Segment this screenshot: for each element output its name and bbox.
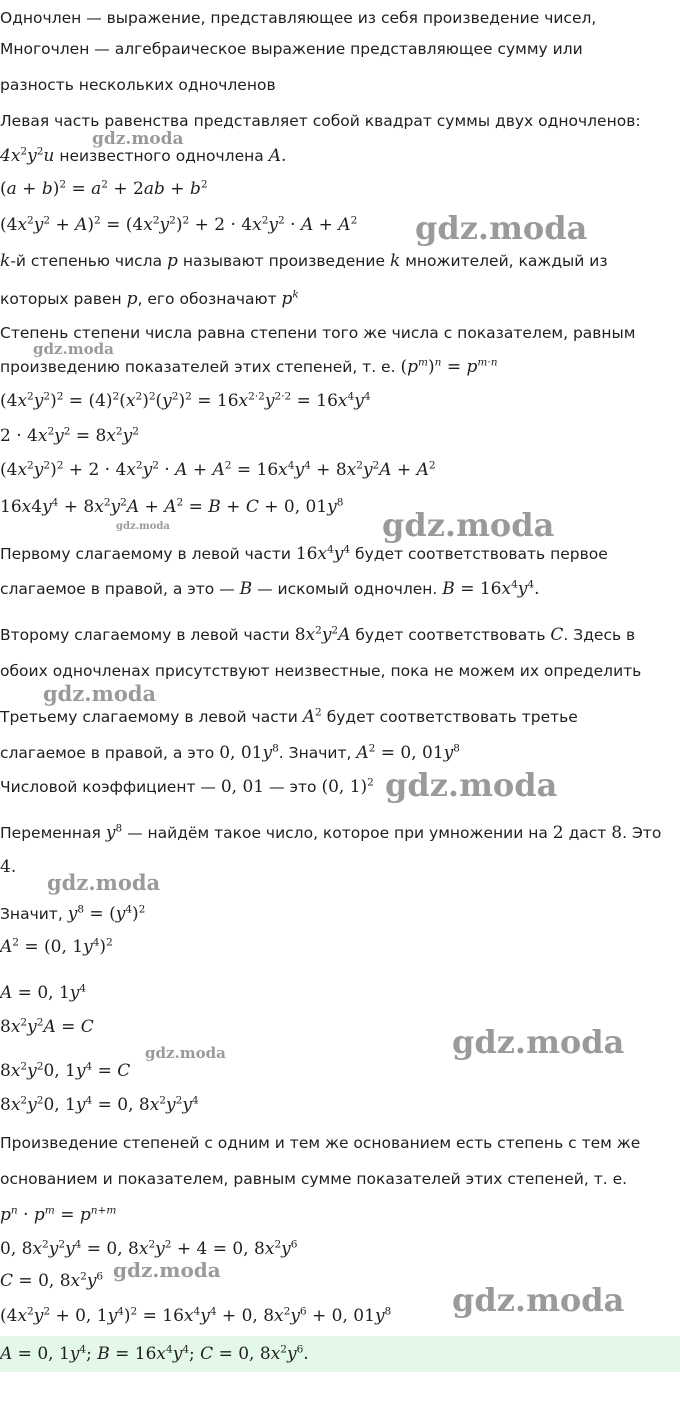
unknown-monomial-text: неизвестного одночлена [59, 147, 264, 165]
third-term-line2: слагаемое в правой, а это 0, $01y^8$. Значит, $A^2 = 0$, $01y^8$ [0, 742, 460, 763]
first-term-text-c: слагаемое в правой, а это — [0, 580, 235, 598]
svg-text:gdz.moda: gdz.moda [145, 1044, 226, 1062]
watermark-logo [452, 1022, 652, 1062]
product-rule-line2: основанием и показателем, равным сумме показателей этих степеней, т. е. [0, 1170, 628, 1188]
watermark-logo [116, 518, 176, 532]
svg-text:gdz.moda: gdz.moda [113, 1258, 221, 1282]
third-term-line1: Третьему слагаемому в левой части $A^2$ будет соответствовать третье [0, 706, 578, 727]
first-term-text-a: Первому слагаемому в левой части [0, 545, 291, 563]
therefore-text: Значит, [0, 905, 63, 923]
calc-4: $16x4y^4 + 8x^2y^2A + A^2 = B + C + 0$, $01y^8$ [0, 496, 344, 517]
final-check: ($4x^2y^2 + 0$, $1y^4)^2 = 16x^4y^4 + 0$, $8x^2y^6 + 0$, $01y^8$ [0, 1305, 392, 1326]
second-term-text-c: . Здесь в [563, 626, 636, 644]
power-definition-line2: которых равен p, его обозначают $p^k$ [0, 288, 299, 309]
final-answer: A = 0, $1y^4$; $B = 16x^4y^4$; C = 0, $8x^2y^6$. [0, 1343, 309, 1364]
power-definition-line1: k-й степенью числа p называют произведение k множителей, каждый из [0, 251, 608, 271]
watermark-logo [382, 505, 582, 545]
first-term-text-b: будет соответствовать первое [355, 545, 608, 563]
left-side-text: Левая часть равенства представляет собой квадрат суммы двух одночленов: [0, 112, 641, 130]
coefficient-line: Числовой коэффициент — 0, 01 — это (0, 1)$^2$ [0, 776, 374, 797]
svg-text:gdz.moda: gdz.moda [43, 681, 157, 706]
svg-text:gdz.moda: gdz.moda [452, 1023, 625, 1061]
second-term-line2: обоих одночленах присутствуют неизвестные, пока не можем их определить [0, 662, 642, 680]
svg-text:gdz.moda: gdz.moda [33, 340, 114, 358]
power-def-text-d: которых равен [0, 290, 122, 308]
variable-text-a: Переменная [0, 824, 101, 842]
definition-monomial: Одночлен — выражение, представляющее из себя произведение чисел, [0, 9, 597, 27]
calc-11: C = 0, $8x^2y^6$ [0, 1270, 104, 1291]
watermark-logo [415, 208, 615, 248]
variable-line1: Переменная $y^8$ — найдём такое число, которое при умножении на 2 даст 8. Это [0, 822, 662, 843]
calc-2: $2 \cdot 4x^2y^2 = 8x^2y^2$ [0, 425, 139, 446]
svg-text:gdz.moda: gdz.moda [415, 209, 588, 247]
left-side-terms: $4x^2y^2u$ неизвестного одночлена A. [0, 145, 287, 166]
third-term-text-d: . Значит, [278, 744, 352, 762]
coefficient-text-b: — это [269, 778, 317, 796]
calc-7: $8x^2y^2A = C$ [0, 1016, 94, 1037]
power-def-text-b: называют произведение [182, 252, 386, 270]
therefore-line: Значит, $y^8 = (y^4)^2$ [0, 903, 146, 924]
power-of-power-line1: Степень степени числа равна степени того же числа с показателем, равным [0, 324, 636, 342]
product-rule-line1: Произведение степеней с одним и тем же основанием есть степень с тем же [0, 1134, 641, 1152]
third-term-text-b: будет соответствовать третье [326, 708, 578, 726]
watermark-logo [145, 1043, 245, 1063]
power-def-text-c: множителей, каждый из [405, 252, 608, 270]
watermark-logo [47, 870, 187, 896]
second-term-text-a: Второму слагаемому в левой части [0, 626, 290, 644]
first-term-line1: Первому слагаемому в левой части $16x^4y^4$ будет соответствовать первое [0, 543, 608, 564]
calc-6: A = 0, $1y^4$ [0, 982, 87, 1003]
definition-polynomial: Многочлен — алгебраическое выражение представляющее сумму или [0, 40, 583, 58]
watermark-logo [113, 1258, 243, 1282]
variable-text-d: . Это [622, 824, 662, 842]
coefficient-text-a: Числовой коэффициент — [0, 778, 216, 796]
calc-10: 0, $8x^2y^2y^4 = 0$, $8x^2y^2 + 4 = 0$, $8x^2y^6$ [0, 1238, 298, 1259]
power-of-power-line2: произведению показателей этих степеней, т. е. $(p^m)^n = p^{m\cdot n}$ [0, 356, 498, 377]
definition-polynomial-cont: разность нескольких одночленов [0, 76, 276, 94]
second-term-text-b: будет соответствовать [355, 626, 546, 644]
formula-expansion: $(4x^2y^2 + A)^2 = (4x^2y^2)^2 + 2 \cdot 4x^2y^2 \cdot A + A^2$ [0, 214, 358, 235]
variable-text-b: — найдём такое число, которое при умножении на [127, 824, 548, 842]
svg-text:gdz.moda: gdz.moda [92, 129, 184, 148]
variable-line2: 4. [0, 857, 17, 877]
power-def-text-e: , его обозначают [137, 290, 277, 308]
formula-square-of-sum: $(a + b)^2 = a^2 + 2ab + b^2$ [0, 178, 208, 199]
third-term-text-c: слагаемое в правой, а это [0, 744, 215, 762]
calc-5: $A^2 = (0$, $1y^4)^2$ [0, 936, 113, 957]
power-def-text-a: -й степенью числа [10, 252, 163, 270]
watermark-logo [452, 1280, 652, 1320]
calc-8: $8x^2y^20$, $1y^4 = C$ [0, 1060, 131, 1081]
svg-text:gdz.moda: gdz.moda [47, 870, 161, 895]
svg-text:gdz.moda: gdz.moda [382, 506, 555, 544]
first-term-line2: слагаемое в правой, а это — B — искомый одночлен. $B = 16x^4y^4$. [0, 578, 540, 599]
watermark-logo [385, 765, 585, 805]
third-term-text-a: Третьему слагаемому в левой части [0, 708, 298, 726]
svg-text:gdz.moda: gdz.moda [116, 521, 170, 532]
calc-1: $(4x^2y^2)^2 = (4)^2(x^2)^2(y^2)^2 = 16x^{2\cdot 2}y^{2\cdot 2} = 16x^4y^4$ [0, 390, 371, 411]
power-of-power-text: произведению показателей этих степеней, т. е. [0, 358, 396, 376]
product-rule-formula: $p^n \cdot p^m = p^{n+m}$ [0, 1204, 117, 1225]
second-term-line1: Второму слагаемому в левой части $8x^2y^2A$ будет соответствовать C. Здесь в [0, 624, 636, 645]
first-term-text-d: — искомый одночлен. [257, 580, 438, 598]
svg-text:gdz.moda: gdz.moda [452, 1281, 625, 1319]
calc-3: $(4x^2y^2)^2 + 2 \cdot 4x^2y^2 \cdot A + A^2 = 16x^4y^4 + 8x^2y^2A + A^2$ [0, 459, 436, 480]
svg-text:gdz.moda: gdz.moda [385, 766, 558, 804]
watermark-logo [43, 681, 183, 707]
calc-9: $8x^2y^20$, $1y^4 = 0$, $8x^2y^2y^4$ [0, 1094, 199, 1115]
variable-text-c: даст [568, 824, 607, 842]
